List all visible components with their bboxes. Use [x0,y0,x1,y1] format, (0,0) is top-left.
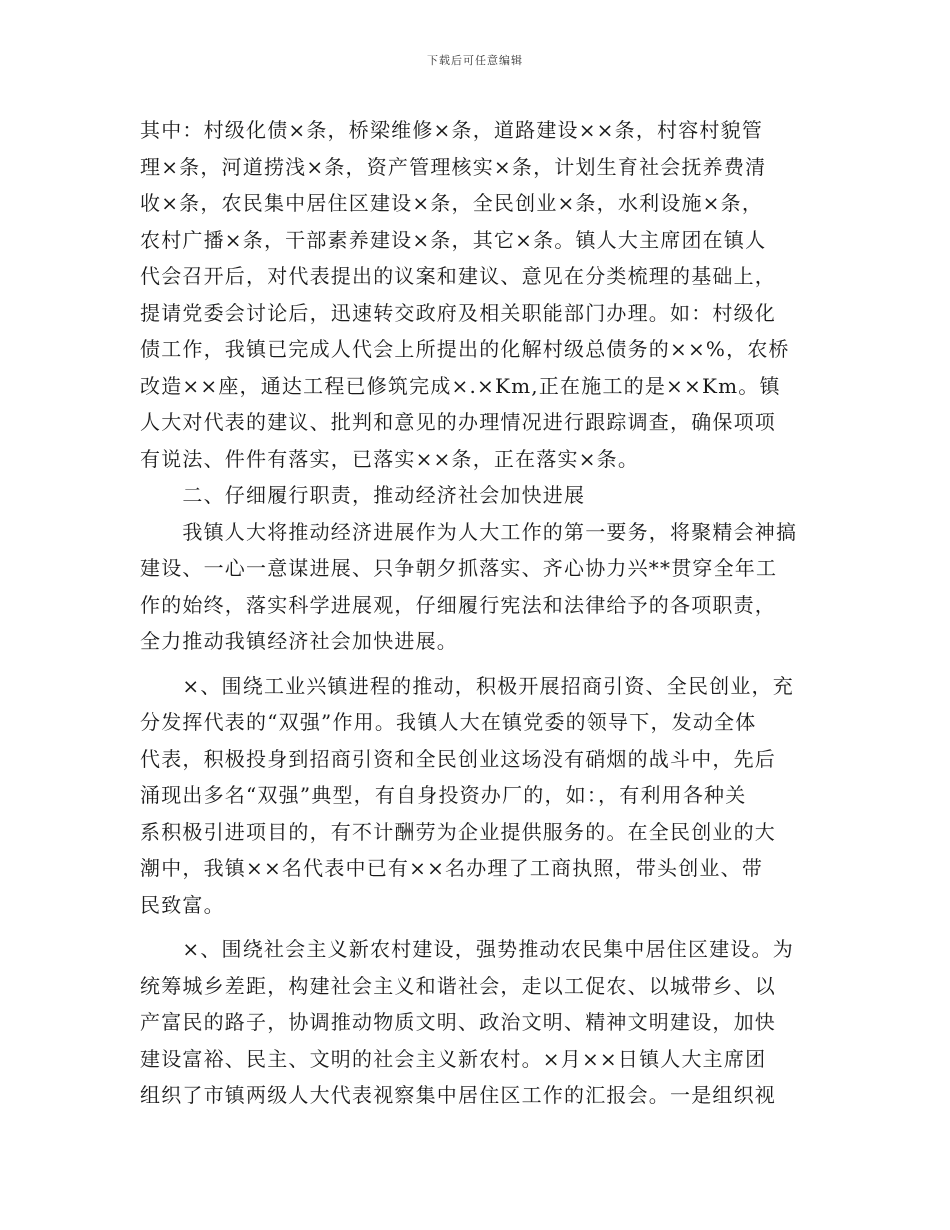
text-line: 代会召开后，对代表提出的议案和建议、意见在分类梳理的基础上， [140,264,776,288]
text-line: 二、仔细履行职责，推动经济社会加快进展 [140,483,586,507]
text-line: 全力推动我镇经济社会加快进展。 [140,629,458,653]
text-line: 改造××座，通达工程已修筑完成×.×Km,正在施工的是××Km。镇 [140,373,781,398]
text-line: 我镇人大将推动经济进展作为人大工作的第一要务，将聚精会神搞 [140,519,798,544]
text-line: 债工作，我镇已完成人代会上所提出的化解村级总债务的××%，农桥 [140,337,790,361]
text-line: ×、围绕社会主义新农村建设，强势推动农民集中居住区建设。为 [140,937,794,961]
page-header-note: 下载后可任意编辑 [427,54,523,67]
text-line: 统筹城乡差距，构建社会主义和谐社会，走以工促农、以城带乡、以 [140,973,776,998]
text-line: 民致富。 [140,892,225,917]
text-line: 人大对代表的建议、批判和意见的办理情况进行跟踪调查，确保项项 [140,410,776,434]
text-line: 分发挥代表的“双强”作用。我镇人大在镇党委的领导下，发动全体 [140,710,757,734]
text-line: 代表，积极投身到招商引资和全民创业这场没有硝烟的战斗中，先后 [140,746,776,771]
text-line: 产富民的路子，协调推动物质文明、政治文明、精神文明建设，加快 [140,1010,776,1034]
text-line: 建设富裕、民主、文明的社会主义新农村。×月××日镇人大主席团 [140,1046,767,1071]
text-line: 涌现出多名“双强”典型，有自身投资办厂的，如：，有利用各种关 [140,783,747,807]
text-line: 农村广播×条，干部素养建设×条，其它×条。镇人大主席团在镇人 [140,227,767,252]
text-line: 组织了市镇两级人大代表视察集中居住区工作的汇报会。一是组织视 [140,1083,776,1107]
text-line: 有说法、件件有落实，已落实××条，正在落实×条。 [140,446,640,471]
text-line: 建设、一心一意谋进展、只争朝夕抓落实、齐心协力兴**贯穿全年工 [140,556,778,580]
text-line: 作的始终，落实科学进展观，仔细履行宪法和法律给予的各项职责， [140,592,776,617]
text-line: ×、围绕工业兴镇进程的推动，积极开展招商引资、全民创业，充 [140,673,794,698]
text-line: 其中：村级化债×条，桥梁维修×条，道路建设××条，村容村貌管 [140,118,764,142]
text-line: 系积极引进项目的，有不计酬劳为企业提供服务的。在全民创业的大 [140,819,776,844]
document-body [140,112,812,1114]
text-line: 收×条，农民集中居住区建设×条，全民创业×条，水利设施×条， [140,191,764,215]
text-line: 潮中，我镇××名代表中已有××名办理了工商执照，带头创业、带 [140,856,764,880]
text-line: 提请党委会讨论后，迅速转交政府及相关职能部门办理。如：村级化 [140,300,776,325]
text-line: 理×条，河道捞浅×条，资产管理核实×条，计划生育社会抚养费清 [140,154,767,179]
